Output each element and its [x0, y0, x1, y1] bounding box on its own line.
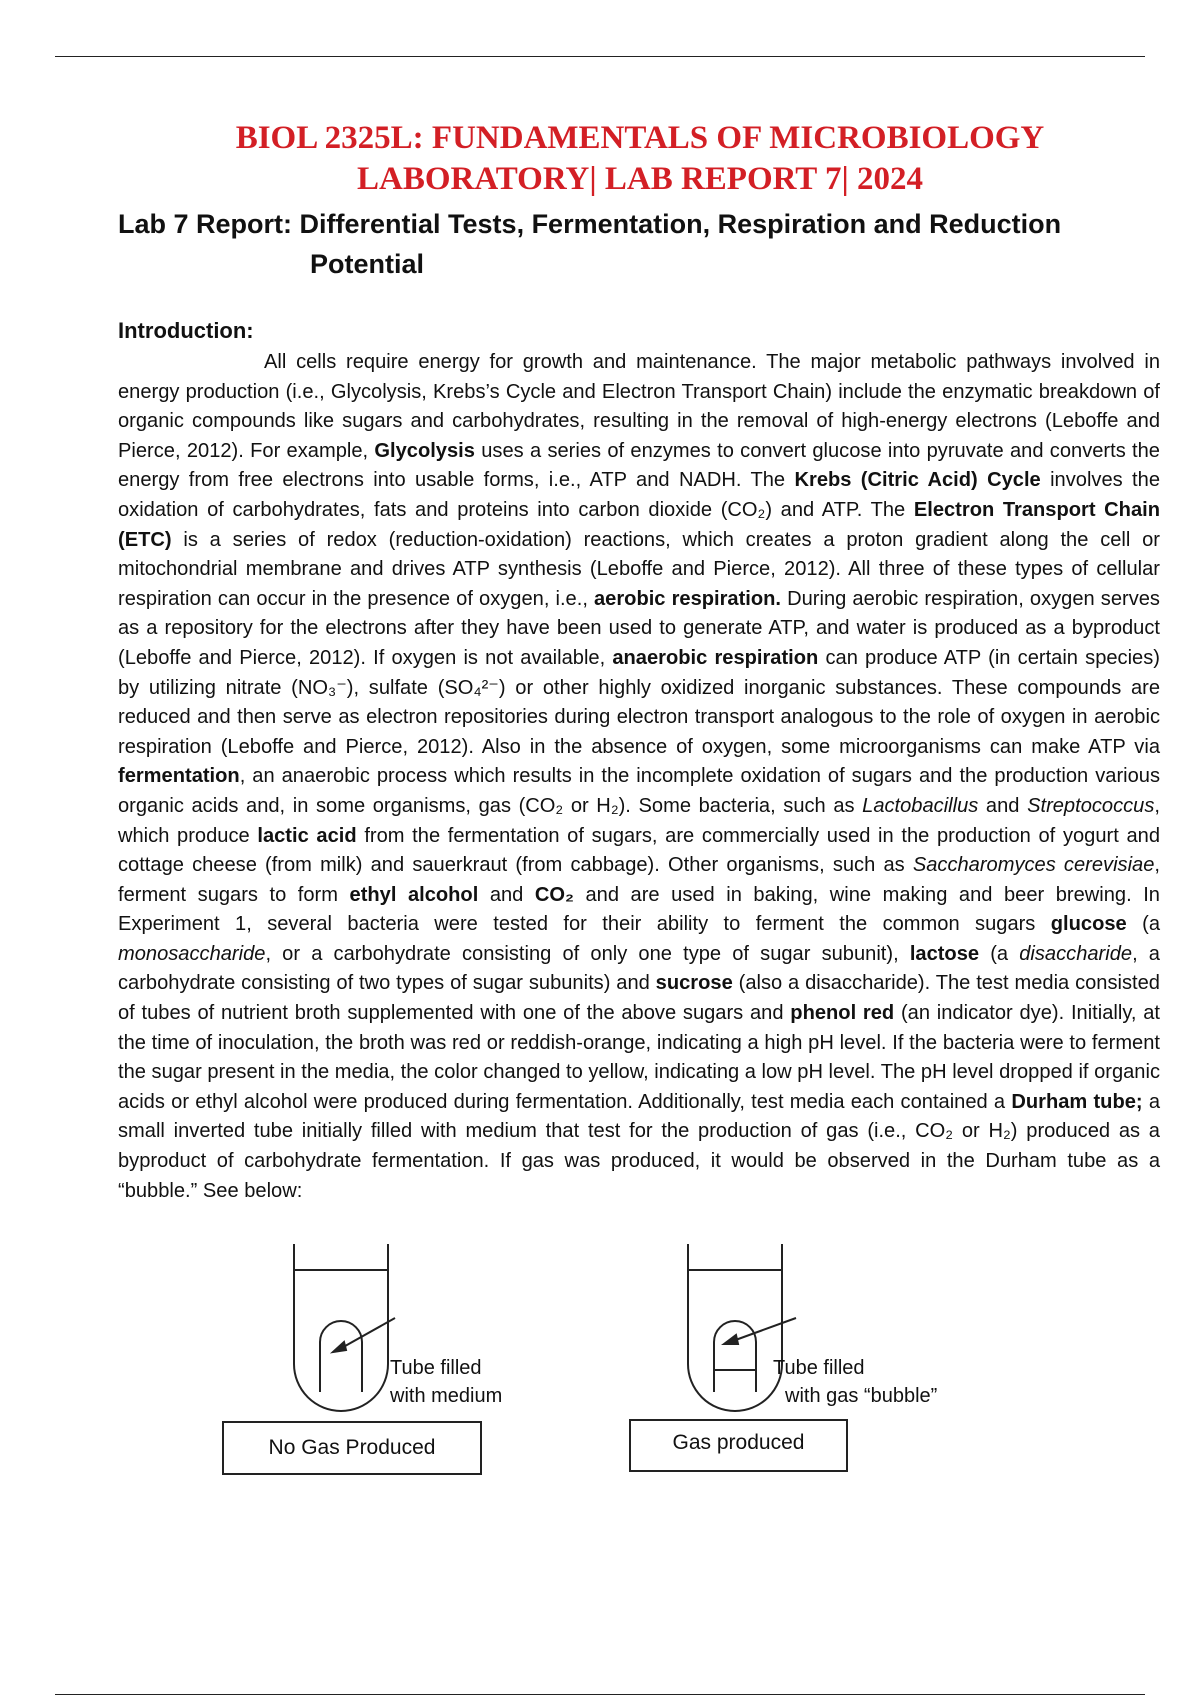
intro-text-segment: can produce ATP (in certain species) by utilizing nitrate (NO₃⁻), sulfate (SO₄²⁻) or other highly oxidized inorganic substances. These compounds are reduced and then serve as electron repositories during electron transport analogous to the role of oxygen in aerobic respiration (Leboffe and Pierce, 2012). Also in the absence of oxygen, some microorganisms can make ATP via: [118, 646, 1160, 758]
intro-text-segment: involves the oxidation of carbohydrates, fats and proteins into carbon dioxide (CO₂) and ATP. The: [118, 469, 1160, 521]
intro-text-segment: Lactobacillus: [862, 794, 979, 817]
inner-tube-right: [714, 1321, 756, 1392]
intro-text-segment: , or a carbohydrate consisting of only one type of sugar subunit),: [265, 942, 910, 965]
intro-text-segment: fermentation: [118, 765, 240, 788]
intro-text-segment: lactic acid: [257, 824, 357, 847]
intro-text-segment: Krebs (Citric Acid) Cycle: [794, 469, 1041, 492]
intro-text-segment: monosaccharide: [118, 942, 266, 965]
arrowhead-left: [333, 1342, 346, 1352]
intro-text-segment: and are used in baking, wine making and beer brewing. In Experiment 1, several bacteria were tested for their ability to ferment the common sugars: [118, 883, 1160, 936]
left-tube-label: Tube filled with medium: [390, 1357, 503, 1407]
intro-text-segment: ethyl alcohol: [349, 883, 479, 906]
intro-text-segment: aerobic respiration.: [594, 587, 782, 610]
intro-text-segment: is a series of redox (reduction-oxidation) reactions, which creates a proton gradient along the cell or mitochondrial membrane and drives ATP synthesis (Leboffe and Pierce, 2012). All three of these types of cellular respiration can occur in the presence of oxygen, i.e.,: [118, 528, 1160, 610]
intro-text-segment: Saccharomyces cerevisiae: [912, 854, 1155, 877]
intro-text-segment: Electron Transport Chain (ETC): [118, 498, 1160, 551]
intro-text-segment: , an anaerobic process which results in the incomplete oxidation of sugars and the production various organic acids and, in some organisms, gas (CO₂ or H₂). Some bacteria, such as: [118, 765, 1160, 817]
inner-tube-left: [320, 1321, 362, 1392]
intro-text-segment: (a: [1126, 913, 1160, 936]
intro-text-segment: (a: [979, 942, 1020, 965]
gas-produced-caption-box: Gas produced: [629, 1419, 848, 1472]
durham-tube-left: [294, 1244, 395, 1411]
report-title-line-1: Lab 7 Report: Differential Tests, Fermentation, Respiration and Reduction: [118, 209, 1062, 239]
intro-text-segment: from the fermentation of sugars, are commercially used in the production of yogurt and cottage cheese (from milk) and sauerkraut (from cabbage). Other organisms, such as: [118, 824, 1160, 877]
intro-text-segment: lactose: [909, 942, 980, 965]
intro-text-segment: sucrose: [655, 972, 733, 995]
intro-text-segment: phenol red: [790, 1002, 895, 1025]
intro-text-segment: CO₂: [534, 883, 574, 906]
intro-text-segment: anaerobic respiration: [612, 646, 819, 669]
intro-text-segment: , which produce: [118, 794, 1160, 847]
intro-text-segment: Glycolysis: [374, 439, 475, 462]
no-gas-caption-box: No Gas Produced: [222, 1421, 482, 1475]
intro-text-segment: and: [978, 794, 1028, 817]
right-tube-label: Tube filled with gas “bubble”: [773, 1357, 938, 1407]
intro-text-segment: Durham tube;: [1011, 1090, 1143, 1113]
intro-text-segment: Streptococcus: [1027, 794, 1155, 817]
intro-text-segment: (also a disaccharide). The test media consisted of tubes of nutrient broth supplemented with one of the above sugars and: [118, 972, 1160, 1025]
document-title-line-2: LABORATORY| LAB REPORT 7| 2024: [357, 161, 923, 197]
arrowhead-right: [724, 1335, 738, 1344]
intro-text-segment: During aerobic respiration, oxygen serves as a repository for the electrons after they have been used to generate ATP, and water is produced as a byproduct (Leboffe and Pierce, 2012). If oxygen is not available,: [118, 587, 1160, 669]
bottom-rule: [55, 1694, 1145, 1695]
introduction-heading: Introduction:: [118, 318, 254, 343]
intro-text-segment: All cells require energy for growth and maintenance. The major metabolic pathways involved in energy production (i.e., Glycolysis, Krebs’s Cycle and Electron Transport Chain) include the enzymatic breakdown of organic compounds like sugars and carbohydrates, resulting in the removal of high-energy electrons (Leboffe and Pierce, 2012). For example,: [118, 351, 1160, 462]
intro-text-segment: a small inverted tube initially filled with medium that test for the production of gas (i.e., CO₂ or H₂) produced as a byproduct of carbohydrate fermentation. If gas was produced, it would be observed in the Durham tube as a “bubble.” See below:: [118, 1090, 1161, 1202]
report-title-line-2: Potential: [310, 249, 425, 279]
intro-text-segment: glucose: [1050, 913, 1127, 936]
arrow-line-left: [338, 1318, 395, 1350]
intro-text-segment: (an indicator dye). Initially, at the time of inoculation, the broth was red or reddish-orange, indicating a high pH level. If the bacteria were to ferment the sugar present in the media, the color changed to yellow, indicating a low pH level. The pH level dropped if organic acids or ethyl alcohol were produced during fermentation. Additionally, test media each contained a: [118, 1002, 1160, 1113]
document-title-line-1: BIOL 2325L: FUNDAMENTALS OF MICROBIOLOGY: [235, 120, 1045, 156]
intro-text-segment: , a carbohydrate consisting of two types of sugar subunits) and: [118, 942, 1160, 995]
intro-text-segment: disaccharide: [1019, 942, 1133, 965]
intro-text-segment: and: [478, 883, 535, 906]
intro-text-segment: , ferment sugars to form: [118, 854, 1160, 906]
intro-text-segment: uses a series of enzymes to convert glucose into pyruvate and converts the energy from free electrons into usable forms, i.e., ATP and NADH. The: [118, 439, 1160, 492]
